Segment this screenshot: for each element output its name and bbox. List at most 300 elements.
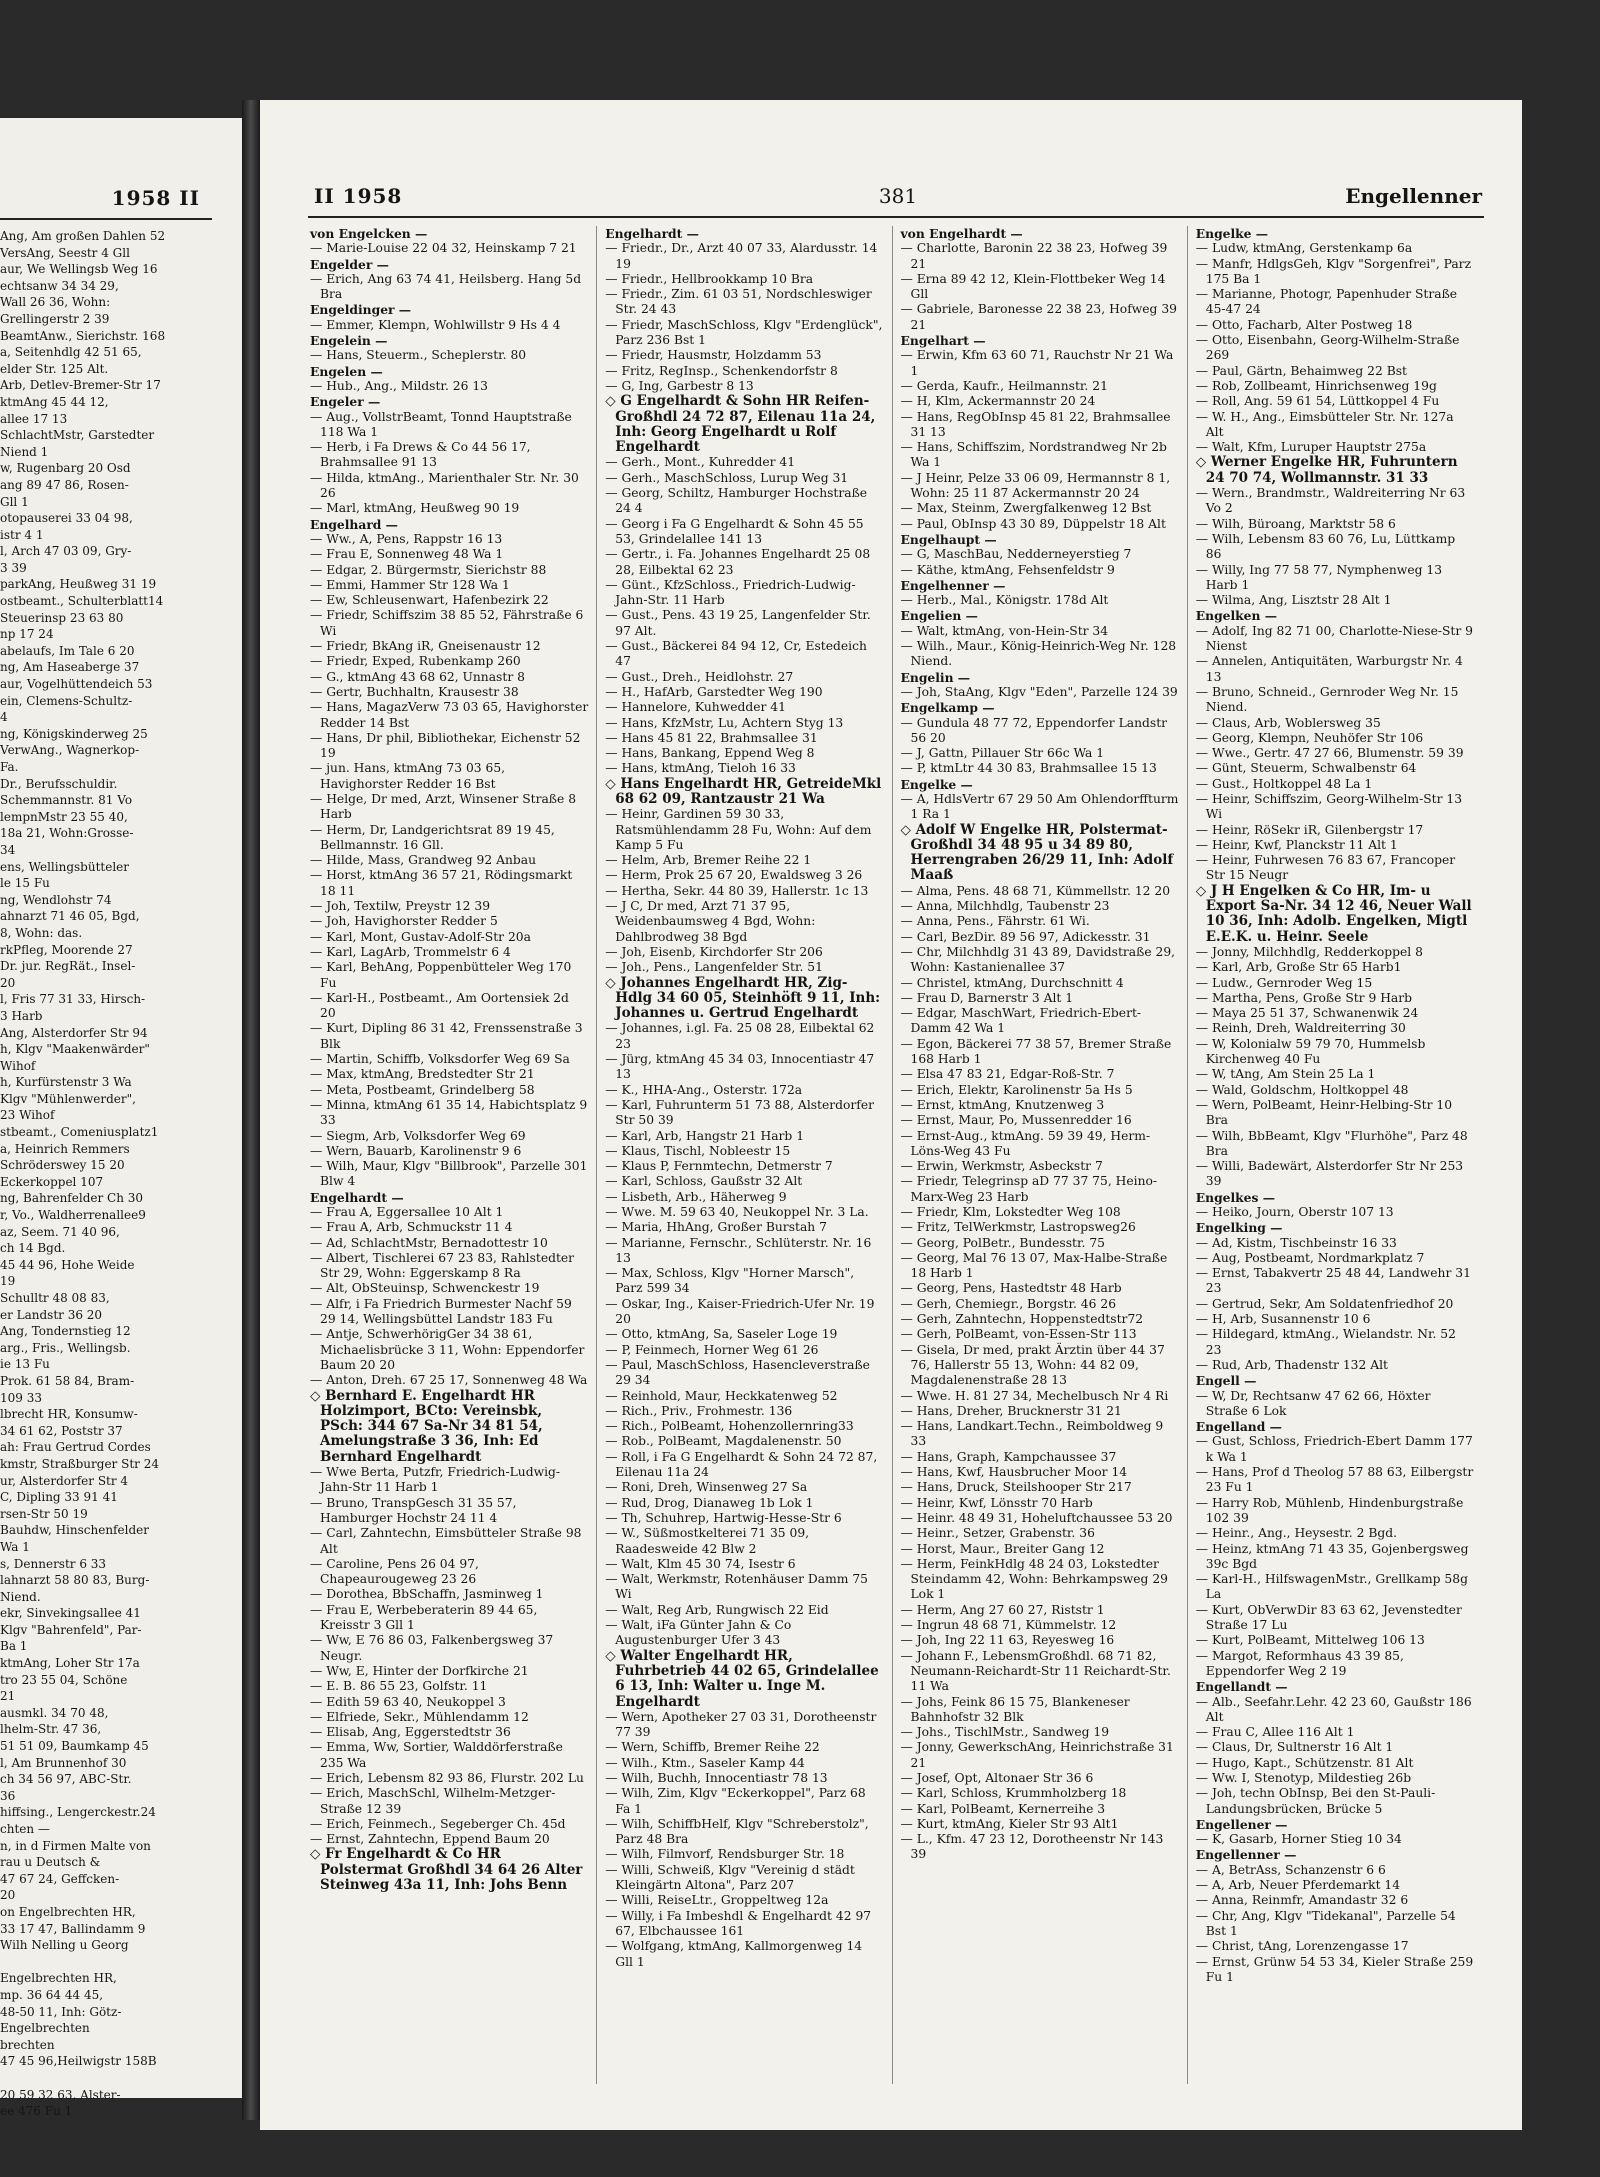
page-header bbox=[314, 184, 1482, 214]
left-page-line: 21 bbox=[0, 1689, 16, 1704]
directory-entry: — Siegm, Arb, Volksdorfer Weg 69 bbox=[310, 1128, 526, 1143]
directory-entry: — Johannes, i.gl. Fa. 25 08 28, Eilbektal 62 23 bbox=[605, 1021, 875, 1051]
left-page-line: 19 bbox=[0, 1274, 16, 1289]
directory-entry: — Heinr. 48 49 31, Hoheluftchaussee 53 20 bbox=[900, 1510, 1173, 1525]
directory-entry: — Erna 89 42 12, Klein-Flottbeker Weg 14 Gll bbox=[900, 271, 1166, 302]
directory-entry: — Hans, KfzMstr, Lu, Achtern Styg 13 bbox=[605, 715, 844, 730]
surname-heading: Engelken — bbox=[1195, 608, 1278, 624]
directory-entry: — A, Arb, Neuer Pferdemarkt 14 bbox=[1195, 1878, 1401, 1893]
firm-entry: ◇ Adolf W Engelke HR, Polstermat-Großhdl 34 48 95 u 34 89 80, Herrengraben 26/29 11, Inh: Adolf Maaß bbox=[900, 821, 1174, 884]
left-page-line: 36 bbox=[0, 1788, 16, 1803]
directory-entry: — Gerda, Kaufr., Heilmannstr. 21 bbox=[900, 378, 1108, 393]
left-page-line: Wilh Nelling u Georg bbox=[0, 1938, 129, 1953]
left-page-line: lahnarzt 58 80 83, Burg- bbox=[0, 1573, 150, 1588]
directory-entry: — Anna, Reinmfr, Amandastr 32 6 bbox=[1195, 1893, 1409, 1908]
directory-entry: — Jonny, Milchhdlg, Redderkoppel 8 bbox=[1195, 944, 1423, 959]
directory-entry: — Heinr., Ang., Heysestr. 2 Bgd. bbox=[1195, 1526, 1398, 1541]
left-page-line: BeamtAnw., Sierichstr. 168 bbox=[0, 328, 166, 343]
directory-entry: — K, Gasarb, Horner Stieg 10 34 bbox=[1195, 1832, 1402, 1847]
directory-entry: — Helm, Arb, Bremer Reihe 22 1 bbox=[605, 853, 812, 868]
left-page-line: 109 33 bbox=[0, 1390, 42, 1405]
directory-entry: — Georg, Schiltz, Hamburger Hochstraße 24 4 bbox=[605, 486, 868, 516]
directory-entry: — Gerh., MaschSchloss, Lurup Weg 31 bbox=[605, 470, 849, 485]
directory-entry: — Erwin, Werkmstr, Asbeckstr 7 bbox=[900, 1159, 1103, 1174]
left-page-line: le 15 Fu bbox=[0, 876, 50, 891]
directory-entry: — Hans, Bankang, Eppend Weg 8 bbox=[605, 746, 815, 761]
directory-entry: — Herm, FeinkHdlg 48 24 03, Lokstedter Steindamm 42, Wohn: Behrkampsweg 29 Lok 1 bbox=[900, 1556, 1168, 1602]
directory-entry: — Ew, Schleusenwart, Hafenbezirk 22 bbox=[310, 593, 549, 608]
surname-heading: Engelder — bbox=[310, 256, 389, 272]
column-3 bbox=[892, 226, 1187, 2084]
surname-heading: Engelien — bbox=[900, 608, 978, 624]
surname-heading: Engelkamp — bbox=[900, 700, 995, 716]
directory-entry: — Kurt, PolBeamt, Mittelweg 106 13 bbox=[1195, 1633, 1425, 1648]
directory-entry: — Klaus P, Fernmtechn, Detmerstr 7 bbox=[605, 1159, 833, 1174]
directory-entry: — Willi, Schweiß, Klgv "Vereinig d städt Kleingärtn Altona", Parz 207 bbox=[605, 1862, 855, 1893]
directory-entry: — Joh, Ing 22 11 63, Reyesweg 16 bbox=[900, 1633, 1115, 1648]
left-page-line: a, Heinrich Remmers bbox=[0, 1141, 130, 1156]
header-rule bbox=[308, 216, 1484, 218]
directory-entry: — Wwe., Gertr. 47 27 66, Blumenstr. 59 39 bbox=[1195, 746, 1464, 761]
directory-entry: — Karl, Arb, Große Str 65 Harb1 bbox=[1195, 960, 1402, 975]
directory-entry: — Joh, Havighorster Redder 5 bbox=[310, 914, 498, 929]
directory-entry: — Frau E, Sonnenweg 48 Wa 1 bbox=[310, 547, 504, 562]
left-page-line: VerwAng., Wagnerkop- bbox=[0, 743, 140, 758]
surname-heading: Engellenner — bbox=[1195, 1847, 1297, 1863]
surname-heading: Engelhardt — bbox=[310, 1189, 404, 1205]
left-page-line: h, Klgv "Maakenwärder" bbox=[0, 1042, 150, 1057]
directory-entry: — Hans, Dr phil, Bibliothekar, Eichenstr 52 19 bbox=[310, 730, 581, 761]
left-page-line: Wihof bbox=[0, 1058, 36, 1073]
directory-entry: — Erich, Ang 63 74 41, Heilsberg. Hang 5d Bra bbox=[310, 271, 582, 302]
directory-entry: — Aug., VollstrBeamt, Tonnd Hauptstraße 118 Wa 1 bbox=[310, 409, 572, 439]
directory-entry: — Erich, Elektr, Karolinenstr 5a Hs 5 bbox=[900, 1082, 1133, 1097]
directory-entry: — Hans, Druck, Steilshooper Str 217 bbox=[900, 1480, 1132, 1495]
directory-entry: — Willi, ReiseLtr., Groppeltweg 12a bbox=[605, 1893, 829, 1908]
directory-entry: — Elsa 47 83 21, Edgar-Roß-Str. 7 bbox=[900, 1067, 1115, 1082]
directory-entry: — Reinhold, Maur, Heckkatenweg 52 bbox=[605, 1388, 838, 1403]
left-page-line: echtsanw 34 34 29, bbox=[0, 278, 119, 293]
left-page-line: 3 39 bbox=[0, 560, 27, 575]
directory-entry: — Rich., PolBeamt, Hohenzollernring33 bbox=[605, 1419, 854, 1434]
directory-entry: — Willy, i Fa Imbeshdl & Engelhardt 42 97 67, Elbchaussee 161 bbox=[605, 1908, 872, 1938]
left-page-line: 33 17 47, Ballindamm 9 bbox=[0, 1921, 146, 1936]
left-header-rule bbox=[0, 218, 212, 220]
directory-entry: — Joh., Pens., Langenfelder Str. 51 bbox=[605, 960, 823, 975]
directory-entry: — Herm, Ang 27 60 27, Riststr 1 bbox=[900, 1602, 1105, 1617]
left-page-line: 47 67 24, Geffcken- bbox=[0, 1871, 120, 1886]
directory-entry: — Elisab, Ang, Eggerstedtstr 36 bbox=[310, 1725, 511, 1740]
column-2 bbox=[596, 226, 891, 2084]
directory-entry: — Gerh, Zahntechn, Hoppenstedtstr72 bbox=[900, 1312, 1144, 1327]
directory-entry: — Walt, Kfm, Luruper Hauptstr 275a bbox=[1195, 440, 1427, 455]
left-page-line: VersAng, Seestr 4 Gll bbox=[0, 245, 130, 260]
directory-entry: — Reinh, Dreh, Waldreiterring 30 bbox=[1195, 1021, 1406, 1036]
directory-entry: — Wern, PolBeamt, Heinr-Helbing-Str 10 Bra bbox=[1195, 1097, 1453, 1128]
left-page-line: kmstr, Straßburger Str 24 bbox=[0, 1456, 159, 1471]
directory-columns bbox=[310, 226, 1482, 2084]
directory-entry: — Gertr., i. Fa. Johannes Engelhardt 25 08 28, Eilbektal 62 23 bbox=[605, 547, 871, 577]
directory-entry: — Rob., PolBeamt, Magdalenenstr. 50 bbox=[605, 1434, 842, 1449]
directory-entry: — Wwe. H. 81 27 34, Mechelbusch Nr 4 Ri bbox=[900, 1388, 1169, 1403]
firm-entry: ◇ Fr Engelhardt & Co HR Polstermat Großhdl 34 64 26 Alter Steinweg 43a 11, Inh: Johs Benn bbox=[310, 1846, 583, 1894]
directory-entry: — Wilh, Lebensm 83 60 76, Lu, Lüttkamp 86 bbox=[1195, 531, 1456, 562]
left-page-line: Wall 26 36, Wohn: bbox=[0, 295, 111, 310]
directory-entry: — K., HHA-Ang., Osterstr. 172a bbox=[605, 1082, 803, 1097]
directory-entry: — W, Kolonialw 59 79 70, Hummelsb Kirchenweg 40 Fu bbox=[1195, 1036, 1426, 1067]
directory-entry: — Ad, Kistm, Tischbeinstr 16 33 bbox=[1195, 1235, 1397, 1250]
left-page-line: istr 4 1 bbox=[0, 527, 44, 542]
directory-entry: — Chr, Ang, Klgv "Tidekanal", Parzelle 54 Bst 1 bbox=[1195, 1908, 1456, 1938]
left-page-line: l, Arch 47 03 09, Gry- bbox=[0, 544, 132, 559]
left-page-line: SchlachtMstr, Garstedter bbox=[0, 428, 155, 443]
left-page-line: ekr, Sinvekingsallee 41 bbox=[0, 1606, 141, 1621]
left-page-line: Schemmannstr. 81 Vo bbox=[0, 793, 133, 808]
directory-entry: — Roll, Ang. 59 61 54, Lüttkoppel 4 Fu bbox=[1195, 394, 1440, 409]
left-page-line: ie 13 Fu bbox=[0, 1357, 50, 1372]
directory-entry: — Joh, StaAng, Klgv "Eden", Parzelle 124 39 bbox=[900, 684, 1178, 699]
left-page-line: np 17 24 bbox=[0, 627, 54, 642]
surname-heading: von Engelhardt — bbox=[900, 226, 1023, 241]
directory-entry: — Friedr., Zim. 61 03 51, Nordschleswiger Str. 24 43 bbox=[605, 287, 872, 317]
left-page-line: aur, Vogelhüttendeich 53 bbox=[0, 677, 153, 692]
left-page-line: 18a 21, Wohn:Grosse- bbox=[0, 826, 134, 841]
left-page-line bbox=[0, 2070, 200, 2087]
directory-entry: — Georg, Mal 76 13 07, Max-Halbe-Straße 18 Harb 1 bbox=[900, 1250, 1168, 1281]
directory-entry: — Emma, Ww, Sortier, Walddörferstraße 235 Wa bbox=[310, 1740, 563, 1770]
directory-entry: — Joh, Textilw, Preystr 12 39 bbox=[310, 899, 491, 914]
surname-heading: Engelen — bbox=[310, 363, 383, 379]
left-page-line: 51 51 09, Baumkamp 45 bbox=[0, 1739, 149, 1754]
left-page-line: 23 Wihof bbox=[0, 1108, 55, 1123]
left-page-line: 20 59 32 63, Alster- bbox=[0, 2087, 121, 2102]
directory-entry: — Frau A, Arb, Schmuckstr 11 4 bbox=[310, 1220, 513, 1235]
left-page-line: 20 bbox=[0, 975, 16, 990]
directory-entry: — Herm, Prok 25 67 20, Ewaldsweg 3 26 bbox=[605, 868, 863, 883]
directory-entry: — Alfr, i Fa Friedrich Burmester Nachf 59 29 14, Wellingsbüttel Landstr 183 Fu bbox=[310, 1296, 572, 1327]
directory-entry: — Gerh., Mont., Kuhredder 41 bbox=[605, 455, 796, 470]
directory-entry: — Martin, Schiffb, Volksdorfer Weg 69 Sa bbox=[310, 1052, 570, 1067]
firm-entry: ◇ Bernhard E. Engelhardt HR Holzimport, BCto: Vereinsbk, PSch: 344 67 Sa-Nr 34 81 54, Amelungstraße 3 36, Inh: Ed Bernhard Engelhardt bbox=[310, 1387, 543, 1465]
directory-entry: — Ernst-Aug., ktmAng. 59 39 49, Herm-Löns-Weg 43 Fu bbox=[900, 1128, 1151, 1158]
directory-entry: — Christ, tAng, Lorenzengasse 17 bbox=[1195, 1939, 1409, 1954]
directory-entry: — Frau C, Allee 116 Alt 1 bbox=[1195, 1725, 1355, 1740]
left-page-line: Niend 1 bbox=[0, 444, 49, 459]
left-page-line: ng, Am Haseaberge 37 bbox=[0, 660, 140, 675]
left-page-line: abelaufs, Im Tale 6 20 bbox=[0, 643, 135, 658]
directory-entry: — Frau D, Barnerstr 3 Alt 1 bbox=[900, 990, 1074, 1005]
left-page-line: parkAng, Heußweg 31 19 bbox=[0, 577, 157, 592]
directory-entry: — Karl, LagArb, Trommelstr 6 4 bbox=[310, 944, 511, 959]
directory-entry: — Claus, Dr, Sultnerstr 16 Alt 1 bbox=[1195, 1740, 1394, 1755]
surname-heading: Engelland — bbox=[1195, 1419, 1282, 1435]
directory-entry: — Anna, Pens., Fährstr. 61 Wi. bbox=[900, 914, 1090, 929]
directory-entry: — Alb., Seefahr.Lehr. 42 23 60, Gaußstr 186 Alt bbox=[1195, 1694, 1472, 1724]
directory-entry: — Karl, PolBeamt, Kernerreihe 3 bbox=[900, 1801, 1106, 1816]
directory-entry: — Ernst, Maur, Po, Mussenredder 16 bbox=[900, 1113, 1132, 1128]
directory-entry: — Gust., Dreh., Heidlohstr. 27 bbox=[605, 669, 794, 684]
page-header-right: Engellenner bbox=[1345, 184, 1482, 208]
firm-entry: ◇ Johannes Engelhardt HR, Zig-Hdlg 34 60 05, Steinhöft 9 11, Inh: Johannes u. Gertrud Engelhardt bbox=[605, 974, 881, 1022]
directory-entry: — Kurt, ktmAng, Kieler Str 93 Alt1 bbox=[900, 1816, 1119, 1831]
directory-entry: — Gerh, PolBeamt, von-Essen-Str 113 bbox=[900, 1327, 1137, 1342]
directory-entry: — Hildegard, ktmAng., Wielandstr. Nr. 52 23 bbox=[1195, 1327, 1456, 1357]
directory-entry: — Friedr, Telegrinsp aD 77 37 75, Heino-Marx-Weg 23 Harb bbox=[900, 1174, 1158, 1204]
directory-entry: — Heinr., Setzer, Grabenstr. 36 bbox=[900, 1526, 1095, 1541]
directory-entry: — Gust., Bäckerei 84 94 12, Cr, Estedeich 47 bbox=[605, 639, 867, 669]
directory-entry: — Jürg, ktmAng 45 34 03, Innocentiastr 47 13 bbox=[605, 1052, 875, 1082]
directory-entry: — Aug, Postbeamt, Nordmarkplatz 7 bbox=[1195, 1250, 1425, 1265]
left-page-line: Prok. 61 58 84, Bram- bbox=[0, 1373, 135, 1388]
directory-entry: — Christel, ktmAng, Durchschnitt 4 bbox=[900, 975, 1124, 990]
surname-heading: Engelhaupt — bbox=[900, 531, 997, 547]
directory-entry: — Karl, BehAng, Poppenbütteler Weg 170 Fu bbox=[310, 960, 572, 990]
directory-entry: — Ww. I, Stenotyp, Mildestieg 26b bbox=[1195, 1770, 1412, 1785]
directory-entry: — Anna, Milchhdlg, Taubenstr 23 bbox=[900, 899, 1110, 914]
directory-entry: — Herb., Mal., Königstr. 178d Alt bbox=[900, 593, 1109, 608]
directory-entry: — H, Arb, Susannenstr 10 6 bbox=[1195, 1312, 1371, 1327]
page-header-left: II 1958 bbox=[314, 184, 403, 208]
directory-entry: — Meta, Postbeamt, Grindelberg 58 bbox=[310, 1082, 535, 1097]
directory-entry: — Helge, Dr med, Arzt, Winsener Straße 8 Harb bbox=[310, 791, 577, 822]
directory-entry: — Paul, MaschSchloss, Hasencleverstraße 29 34 bbox=[605, 1357, 870, 1388]
directory-entry: — Max, Schloss, Klgv "Horner Marsch", Parz 599 34 bbox=[605, 1266, 855, 1296]
left-page-line: Klgv "Mühlenwerder", bbox=[0, 1091, 136, 1106]
directory-entry: — Georg, PolBetr., Bundesstr. 75 bbox=[900, 1235, 1105, 1250]
directory-entry: — Erich, Lebensm 82 93 86, Flurstr. 202 Lu bbox=[310, 1770, 584, 1785]
directory-entry: — Hertha, Sekr. 44 80 39, Hallerstr. 1c 13 bbox=[605, 883, 869, 898]
directory-entry: — Wilh., Ktm., Saseler Kamp 44 bbox=[605, 1755, 805, 1770]
left-page-line: arg., Fris., Wellingsb. bbox=[0, 1340, 131, 1355]
directory-entry: — Hub., Ang., Mildstr. 26 13 bbox=[310, 378, 488, 393]
directory-entry: — Roll, i Fa G Engelhardt & Sohn 24 72 87, Eilenau 11a 24 bbox=[605, 1449, 878, 1480]
directory-entry: — Hans, MagazVerw 73 03 65, Havighorster Redder 14 Bst bbox=[310, 700, 589, 730]
directory-entry: — Friedr, MaschSchloss, Klgv "Erdenglück", Parz 236 Bst 1 bbox=[605, 317, 883, 348]
column-1 bbox=[310, 226, 596, 2084]
left-page-line: ahnarzt 71 46 05, Bgd, bbox=[0, 909, 140, 924]
directory-entry: — Th, Schuhrep, Hartwig-Hesse-Str 6 bbox=[605, 1510, 842, 1525]
surname-heading: Engeler — bbox=[310, 394, 381, 410]
left-page-line: ostbeamt., Schulterblatt14 bbox=[0, 594, 164, 609]
left-page-line: ausmkl. 34 70 48, bbox=[0, 1705, 109, 1720]
directory-entry: — Herm, Dr, Landgerichtsrat 89 19 45, Bellmannstr. 16 Gll. bbox=[310, 822, 555, 852]
left-page-line: Engelbrechten bbox=[0, 2021, 90, 2036]
surname-heading: Engellandt — bbox=[1195, 1679, 1288, 1695]
directory-entry: — Friedr., Hellbrookkamp 10 Bra bbox=[605, 271, 814, 286]
surname-heading: Engelke — bbox=[1195, 226, 1269, 241]
directory-entry: — Paul, ObInsp 43 30 89, Düppelstr 18 Alt bbox=[900, 516, 1166, 531]
left-page-line: ng, Bahrenfelder Ch 30 bbox=[0, 1191, 144, 1206]
directory-entry: — Karl-H., Postbeamt., Am Oortensiek 2d 20 bbox=[310, 990, 569, 1021]
directory-entry: — Charlotte, Baronin 22 38 23, Hofweg 39 21 bbox=[900, 241, 1168, 271]
directory-entry: — Ad, SchlachtMstr, Bernadottestr 10 bbox=[310, 1235, 548, 1250]
directory-entry: — Dorothea, BbSchaffn, Jasminweg 1 bbox=[310, 1587, 544, 1602]
left-page-line: 34 61 62, Poststr 37 bbox=[0, 1423, 123, 1438]
directory-entry: — Karl, Schloss, Krummholzberg 18 bbox=[900, 1786, 1127, 1801]
directory-entry: — Marie-Louise 22 04 32, Heinskamp 7 21 bbox=[310, 241, 577, 256]
left-page-line: ktmAng, Loher Str 17a bbox=[0, 1656, 140, 1671]
firm-entry: ◇ J H Engelken & Co HR, Im- u Export Sa-Nr. 34 12 46, Neuer Wall 10 36, Inh: Adolb. Engelken, Migtl E.E.K. u. Heinr. Seele bbox=[1195, 882, 1472, 945]
directory-entry: — W, Dr, Rechtsanw 47 62 66, Höxter Straße 6 Lok bbox=[1195, 1388, 1431, 1418]
left-page-line: brechten bbox=[0, 2037, 55, 2052]
directory-entry: — Roni, Dreh, Winsenweg 27 Sa bbox=[605, 1480, 808, 1495]
directory-entry: — Alma, Pens. 48 68 71, Kümmellstr. 12 20 bbox=[900, 883, 1171, 898]
left-page-line: Ang, Alsterdorfer Str 94 bbox=[0, 1025, 148, 1040]
surname-heading: Engelking — bbox=[1195, 1220, 1283, 1236]
directory-entry: — Hans, ktmAng, Tieloh 16 33 bbox=[605, 761, 796, 776]
directory-entry: — Hilde, Mass, Grandweg 92 Anbau bbox=[310, 853, 537, 868]
directory-entry: — Hans 45 81 22, Brahmsallee 31 bbox=[605, 730, 818, 745]
directory-entry: — Manfr, HdlgsGeh, Klgv "Sorgenfrei", Parz 175 Ba 1 bbox=[1195, 256, 1472, 286]
surname-heading: Engelhardt — bbox=[605, 226, 699, 241]
left-page-line bbox=[0, 1954, 200, 1971]
directory-entry: — Ludw., Gernroder Weg 15 bbox=[1195, 975, 1373, 990]
left-page-line: 47 45 96,Heilwigstr 158B bbox=[0, 2054, 157, 2069]
directory-entry: — Hans, Kwf, Hausbrucher Moor 14 bbox=[900, 1465, 1128, 1480]
left-page-line: stbeamt., Comeniusplatz1 bbox=[0, 1125, 159, 1140]
directory-entry: — Martha, Pens, Große Str 9 Harb bbox=[1195, 990, 1413, 1005]
surname-heading: Engelein — bbox=[310, 333, 388, 349]
left-page-line: 48-50 11, Inh: Götz- bbox=[0, 2004, 122, 2019]
left-page-line: ng, Wendlohstr 74 bbox=[0, 892, 112, 907]
left-page-line: Dr. jur. RegRät., Insel- bbox=[0, 959, 136, 974]
directory-entry: — Gundula 48 77 72, Eppendorfer Landstr 56 20 bbox=[900, 715, 1168, 745]
directory-entry: — Caroline, Pens 26 04 97, Chapeaurougeweg 23 26 bbox=[310, 1556, 479, 1587]
directory-entry: — Wald, Goldschm, Holtkoppel 48 bbox=[1195, 1082, 1409, 1097]
directory-entry: — J Heinr, Pelze 33 06 09, Hermannstr 8 1, Wohn: 25 11 87 Ackermannstr 20 24 bbox=[900, 470, 1171, 501]
directory-entry: — Heiko, Journ, Oberstr 107 13 bbox=[1195, 1205, 1394, 1219]
left-page-line: ein, Clemens-Schultz- bbox=[0, 693, 133, 708]
left-page-line: Ang, Tondernstieg 12 bbox=[0, 1324, 131, 1339]
directory-entry: — Wilh, Maur, Klgv "Billbrook", Parzelle 301 Blw 4 bbox=[310, 1159, 588, 1189]
left-page-line: on Engelbrechten HR, bbox=[0, 1904, 136, 1919]
directory-entry: — jun. Hans, ktmAng 73 03 65, Havighorster Redder 16 Bst bbox=[310, 761, 506, 791]
left-page-line: Steuerinsp 23 63 80 bbox=[0, 610, 124, 625]
left-page-line: lhelm-Str. 47 36, bbox=[0, 1722, 102, 1737]
left-page-line: a, Seitenhdlg 42 51 65, bbox=[0, 345, 142, 360]
left-page-line: ang 89 47 86, Rosen- bbox=[0, 477, 129, 492]
directory-entry: — Karl, Arb, Hangstr 21 Harb 1 bbox=[605, 1128, 805, 1143]
directory-entry: — Johs, Feink 86 15 75, Blankeneser Bahnhofstr 32 Blk bbox=[900, 1694, 1130, 1724]
surname-heading: Engell — bbox=[1195, 1373, 1257, 1389]
left-page-line: w, Rugenbarg 20 Osd bbox=[0, 461, 131, 476]
directory-entry: — Harry Rob, Mühlenb, Hindenburgstraße 102 39 bbox=[1195, 1495, 1464, 1525]
directory-entry: — Marianne, Fernschr., Schlüterstr. Nr. 16 13 bbox=[605, 1235, 872, 1265]
left-page-line: rsen-Str 50 19 bbox=[0, 1506, 88, 1521]
directory-entry: — H, Klm, Ackermannstr 20 24 bbox=[900, 394, 1096, 409]
directory-entry: — Claus, Arb, Woblersweg 35 bbox=[1195, 715, 1381, 730]
directory-entry: — Günt., KfzSchloss., Friedrich-Ludwig-Jahn-Str. 11 Harb bbox=[605, 577, 856, 608]
directory-entry: — Minna, ktmAng 61 35 14, Habichtsplatz 9 33 bbox=[310, 1097, 588, 1128]
directory-entry: — Heinr, Schiffszim, Georg-Wilhelm-Str 13 Wi bbox=[1195, 791, 1463, 822]
directory-entry: — Max, ktmAng, Bredstedter Str 21 bbox=[310, 1067, 535, 1082]
left-page-line: ktmAng 45 44 12, bbox=[0, 394, 109, 409]
directory-entry: — Jonny, GewerkschAng, Heinrichstraße 31 21 bbox=[900, 1740, 1174, 1770]
directory-entry: — G, MaschBau, Nedderneyerstieg 7 bbox=[900, 547, 1132, 562]
directory-entry: — Frau E, Werbeberaterin 89 44 65, Kreisstr 3 Gll 1 bbox=[310, 1602, 538, 1633]
book-gutter bbox=[242, 100, 260, 2120]
surname-heading: Engelkes — bbox=[1195, 1189, 1276, 1205]
directory-entry: — Alt, ObSteuinsp, Schwenckestr 19 bbox=[310, 1281, 540, 1296]
left-page-line: ur, Alsterdorfer Str 4 bbox=[0, 1473, 129, 1488]
left-page-line: 4 bbox=[0, 710, 8, 725]
directory-entry: — Ww., A, Pens, Rappstr 16 13 bbox=[310, 531, 503, 546]
directory-entry: — Wilh, Buchh, Innocentiastr 78 13 bbox=[605, 1770, 828, 1785]
left-page-line: allee 17 13 bbox=[0, 411, 68, 426]
directory-entry: — Hannelore, Kuhwedder 41 bbox=[605, 700, 786, 715]
directory-entry: — Heinr, Gardinen 59 30 33, Ratsmühlendamm 28 Fu, Wohn: Auf dem Kamp 5 Fu bbox=[605, 807, 872, 852]
directory-entry: — Wilma, Ang, Lisztstr 28 Alt 1 bbox=[1195, 593, 1392, 608]
directory-entry: — L., Kfm. 47 23 12, Dorotheenstr Nr 143 39 bbox=[900, 1832, 1164, 1862]
directory-entry: — Margot, Reformhaus 43 39 85, Eppendorfer Weg 2 19 bbox=[1195, 1648, 1404, 1678]
directory-entry: — G, Ing, Garbestr 8 13 bbox=[605, 378, 754, 393]
directory-entry: — Walt, Klm 45 30 74, Isestr 6 bbox=[605, 1556, 796, 1571]
left-page-line: ee 476 Fu 1 bbox=[0, 2104, 73, 2119]
surname-heading: Engellener — bbox=[1195, 1816, 1288, 1832]
directory-entry: — P, ktmLtr 44 30 83, Brahmsallee 15 13 bbox=[900, 761, 1157, 776]
left-page-line: otopauserei 33 04 98, bbox=[0, 511, 133, 526]
left-page-line: 8, Wohn: das. bbox=[0, 925, 83, 940]
directory-entry: — Gisela, Dr med, prakt Ärztin über 44 37 76, Hallerstr 55 13, Wohn: 44 82 09, Magdalenenstraße 28 13 bbox=[900, 1342, 1165, 1388]
surname-heading: Engelhenner — bbox=[900, 577, 1006, 593]
left-page-line: ens, Wellingsbütteler bbox=[0, 859, 129, 874]
directory-entry: — Adolf, Ing 82 71 00, Charlotte-Niese-Str 9 Nienst bbox=[1195, 623, 1473, 654]
directory-entry: — Lisbeth, Arb., Häherweg 9 bbox=[605, 1189, 787, 1204]
directory-entry: — Heinr, Kwf, Planckstr 11 Alt 1 bbox=[1195, 837, 1398, 852]
directory-entry: — Heinr, Kwf, Lönsstr 70 Harb bbox=[900, 1495, 1093, 1510]
directory-entry: — Bruno, Schneid., Gernroder Weg Nr. 15 Niend. bbox=[1195, 684, 1459, 715]
directory-entry: — Walt, ktmAng, von-Hein-Str 34 bbox=[900, 623, 1109, 638]
directory-entry: — Klaus, Tischl, Nobleestr 15 bbox=[605, 1143, 791, 1158]
left-page-line: Gll 1 bbox=[0, 494, 29, 509]
directory-entry: — Frau A, Eggersallee 10 Alt 1 bbox=[310, 1205, 504, 1219]
left-page-line: rau u Deutsch & bbox=[0, 1855, 101, 1870]
column-4 bbox=[1187, 226, 1482, 2084]
left-page-line: rkPfleg, Moorende 27 bbox=[0, 942, 133, 957]
left-page-line: 45 44 96, Hohe Weide bbox=[0, 1257, 135, 1272]
left-page-line: hiffsing., Lengerckestr.24 bbox=[0, 1805, 156, 1820]
left-page-line: r, Vo., Waldherrenallee9 bbox=[0, 1208, 146, 1223]
directory-entry: — Willy, Ing 77 58 77, Nymphenweg 13 Harb 1 bbox=[1195, 562, 1443, 592]
firm-entry: ◇ Walter Engelhardt HR, Fuhrbetrieb 44 02 65, Grindelallee 6 13, Inh: Walter u. Inge M. Engelhardt bbox=[605, 1647, 879, 1710]
left-page-line: ch 34 56 97, ABC-Str. bbox=[0, 1772, 132, 1787]
directory-entry: — Ernst, Grünw 54 53 34, Kieler Straße 259 Fu 1 bbox=[1195, 1954, 1474, 1984]
directory-entry: — Erich, MaschSchl, Wilhelm-Metzger-Straße 12 39 bbox=[310, 1786, 556, 1816]
directory-entry: — Walt, iFa Günter Jahn & Co Augustenburger Ufer 3 43 bbox=[605, 1618, 792, 1648]
directory-entry: — Friedr, Hausmstr, Holzdamm 53 bbox=[605, 348, 822, 363]
directory-entry: — Friedr, Klm, Lokstedter Weg 108 bbox=[900, 1205, 1121, 1219]
directory-entry: — Friedr, Exped, Rubenkamp 260 bbox=[310, 654, 521, 669]
directory-entry: — Hans, Dreher, Brucknerstr 31 21 bbox=[900, 1403, 1122, 1418]
directory-entry: — Elfriede, Sekr., Mühlendamm 12 bbox=[310, 1709, 529, 1724]
directory-entry: — Gertrud, Sekr, Am Soldatenfriedhof 20 bbox=[1195, 1296, 1454, 1311]
firm-entry: ◇ G Engelhardt & Sohn HR Reifen-Großhdl 24 72 87, Eilenau 11a 24, Inh: Georg Engelhardt u Rolf Engelhardt bbox=[605, 393, 876, 456]
left-page-line: Ba 1 bbox=[0, 1639, 28, 1654]
directory-entry: — Anton, Dreh. 67 25 17, Sonnenweg 48 Wa bbox=[310, 1373, 588, 1388]
directory-entry: — Carl, Zahntechn, Eimsbütteler Straße 98 Alt bbox=[310, 1526, 582, 1556]
left-page-line: Fa. bbox=[0, 760, 19, 774]
directory-entry: — Gust, Schloss, Friedrich-Ebert Damm 177 k Wa 1 bbox=[1195, 1434, 1473, 1464]
surname-heading: Engeldinger — bbox=[310, 302, 412, 318]
directory-entry: — Hilda, ktmAng., Marienthaler Str. Nr. 30 26 bbox=[310, 470, 579, 501]
left-page-line: h, Kurfürstenstr 3 Wa bbox=[0, 1075, 132, 1090]
directory-entry: — Joh, Eisenb, Kirchdorfer Str 206 bbox=[605, 944, 823, 959]
directory-entry: — Wwe Berta, Putzfr, Friedrich-Ludwig-Jahn-Str 11 Harb 1 bbox=[310, 1465, 561, 1495]
directory-entry: — G., ktmAng 43 68 62, Unnastr 8 bbox=[310, 669, 525, 684]
directory-entry: — Heinr, Fuhrwesen 76 83 67, Francoper Str 15 Neugr bbox=[1195, 853, 1456, 883]
directory-entry: — Herb, i Fa Drews & Co 44 56 17, Brahmsallee 91 13 bbox=[310, 440, 531, 470]
directory-entry: — Wilh, Filmvorf, Rendsburger Str. 18 bbox=[605, 1847, 845, 1862]
